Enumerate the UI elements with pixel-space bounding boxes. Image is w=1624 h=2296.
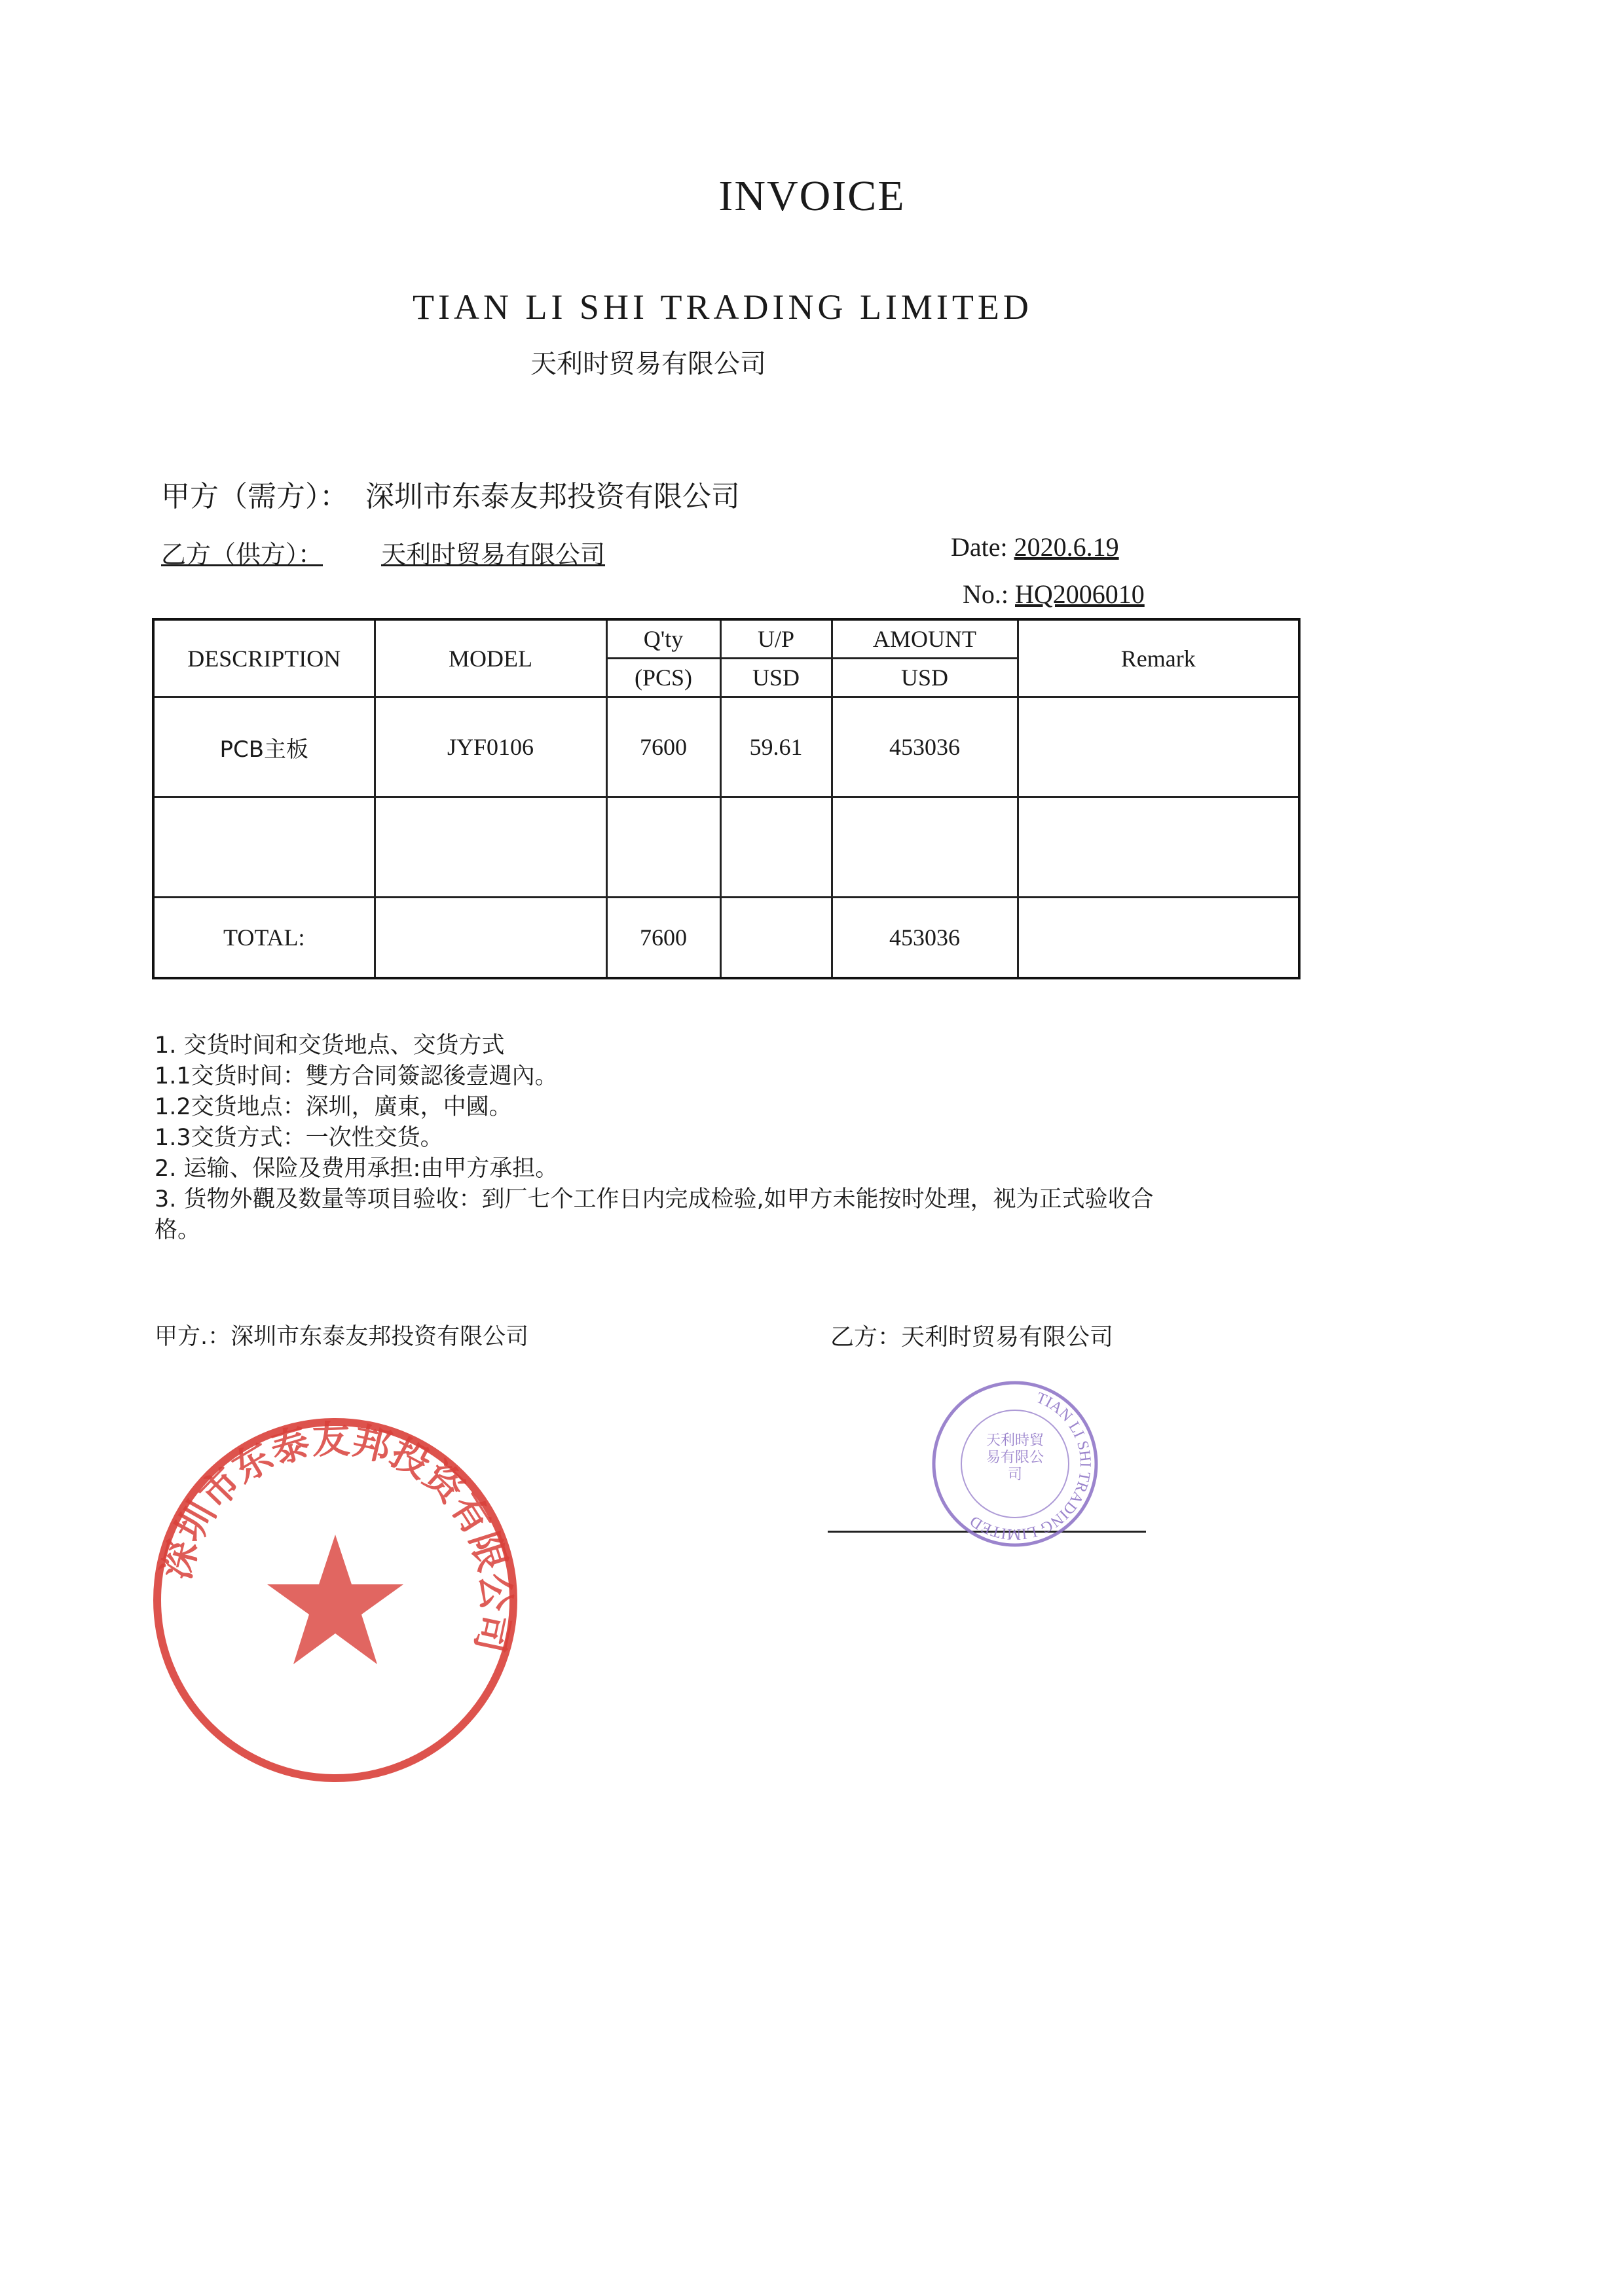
invoice-table (152, 618, 1301, 979)
header-up: U/P (720, 619, 832, 659)
cell-qty (606, 797, 720, 898)
party-a-row (161, 473, 740, 515)
number-row (963, 579, 1145, 610)
table-row (153, 697, 1299, 797)
signature-party-b: 乙方：天利时贸易有限公司 (830, 1324, 1114, 1351)
cell-description: PCB主板 (153, 697, 375, 797)
signature-party-a: 甲方.：深圳市东泰友邦投资有限公司 (155, 1324, 529, 1350)
cell-qty: 7600 (606, 697, 720, 797)
company-seal-purple (930, 1379, 1100, 1549)
header-qty: Q'ty (606, 619, 720, 659)
terms-line: 1.2交货地点：深圳，廣東，中國。 (155, 1094, 512, 1120)
cell-amount (832, 797, 1018, 898)
number-value: HQ2006010 (1015, 579, 1145, 609)
terms-line: 2. 运输、保险及费用承担:由甲方承担。 (155, 1156, 559, 1182)
header-remark: Remark (1018, 619, 1299, 697)
company-name-cn: 天利时贸易有限公司 (530, 349, 766, 379)
terms-line: 格。 (155, 1217, 201, 1243)
total-qty: 7600 (606, 898, 720, 979)
table-header-row (153, 619, 1299, 659)
header-amount-unit: USD (832, 659, 1018, 697)
seal-purple-center-text: 天利時貿易有限公司 (986, 1432, 1044, 1483)
party-a-label: 甲方（需方）： (161, 480, 348, 513)
terms-line: 1.3交货方式：一次性交货。 (155, 1125, 443, 1151)
seal-star-icon (267, 1535, 403, 1664)
table-total-row (153, 898, 1299, 979)
party-a-name: 深圳市东泰友邦投资有限公司 (365, 480, 740, 513)
header-qty-unit: (PCS) (606, 659, 720, 697)
cell-amount: 453036 (832, 697, 1018, 797)
cell-remark (1018, 797, 1299, 898)
terms-list (155, 1030, 1154, 1246)
header-description: DESCRIPTION (153, 619, 375, 697)
total-amount: 453036 (832, 898, 1018, 979)
cell-unit-price: 59.61 (720, 697, 832, 797)
date-value: 2020.6.19 (1014, 532, 1119, 562)
company-seal-red (148, 1413, 523, 1787)
header-up-unit: USD (720, 659, 832, 697)
cell-remark (1018, 697, 1299, 797)
table-row (153, 797, 1299, 898)
date-row (951, 532, 1119, 562)
party-b-name: 天利时贸易有限公司 (381, 540, 606, 569)
cell-model: JYF0106 (375, 697, 606, 797)
terms-line: 3. 货物外觀及数量等项目验收：到厂七个工作日内完成检验,如甲方未能按时处理，视为正式验收合 (155, 1186, 1154, 1212)
total-label: TOTAL: (153, 898, 375, 979)
total-up-cell (720, 898, 832, 979)
total-model-cell (375, 898, 606, 979)
date-label: Date: (951, 532, 1014, 562)
seal-red-text: 深圳市东泰友邦投资有限公司 (153, 1417, 519, 1657)
header-amount: AMOUNT (832, 619, 1018, 659)
seal-purple-ring-text: TIAN LI SHI TRADING LIMITED (967, 1389, 1094, 1543)
cell-model (375, 797, 606, 898)
cell-description (153, 797, 375, 898)
terms-line: 1. 交货时间和交货地点、交货方式 (155, 1032, 505, 1059)
company-name-en: TIAN LI SHI TRADING LIMITED (413, 287, 1033, 327)
invoice-title: INVOICE (718, 172, 906, 220)
cell-unit-price (720, 797, 832, 898)
header-model: MODEL (375, 619, 606, 697)
total-remark-cell (1018, 898, 1299, 979)
terms-line: 1.1交货时间：雙方合同簽認後壹週內。 (155, 1063, 558, 1089)
party-b-label: 乙方（供方）： (161, 540, 323, 569)
number-label: No.: (963, 579, 1015, 609)
